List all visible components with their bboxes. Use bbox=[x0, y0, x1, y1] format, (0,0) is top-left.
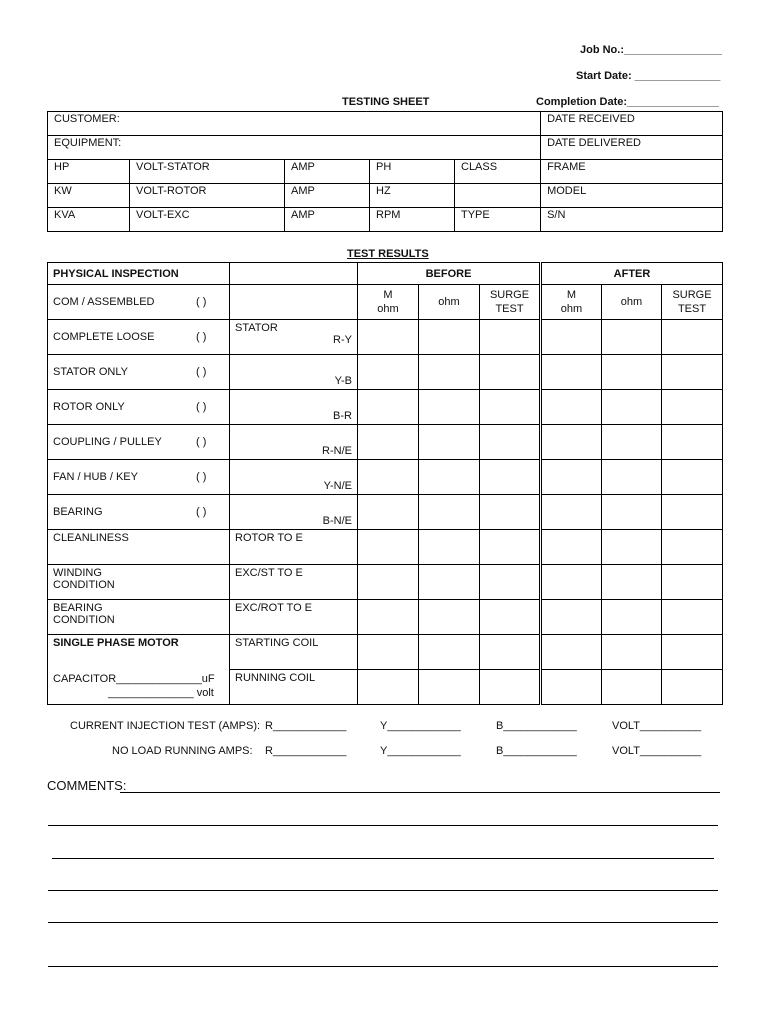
info-cell[interactable]: VOLT-ROTOR bbox=[130, 184, 285, 208]
comments-line[interactable] bbox=[120, 792, 720, 793]
value-cell[interactable] bbox=[358, 670, 419, 705]
current-injection-y-field[interactable]: Y____________ bbox=[380, 720, 461, 732]
value-cell[interactable] bbox=[480, 425, 541, 460]
value-cell[interactable] bbox=[541, 635, 602, 670]
phase-label: Y-N/E bbox=[323, 480, 352, 492]
comments-label: COMMENTS: bbox=[47, 778, 127, 793]
value-cell[interactable] bbox=[541, 425, 602, 460]
value-cell[interactable] bbox=[662, 635, 723, 670]
value-cell[interactable] bbox=[602, 635, 662, 670]
stator-label: STATOR bbox=[235, 322, 278, 334]
physical-inspection-header: PHYSICAL INSPECTION bbox=[48, 263, 230, 285]
value-cell[interactable] bbox=[419, 495, 480, 530]
value-cell[interactable] bbox=[480, 565, 541, 600]
date-delivered-field[interactable]: DATE DELIVERED bbox=[541, 136, 723, 160]
value-cell[interactable] bbox=[602, 390, 662, 425]
test-label: ROTOR TO E bbox=[230, 530, 358, 565]
current-injection-volt-field[interactable]: VOLT__________ bbox=[612, 720, 702, 732]
info-cell[interactable]: HP bbox=[48, 160, 130, 184]
value-cell[interactable] bbox=[358, 530, 419, 565]
value-cell[interactable] bbox=[662, 425, 723, 460]
after-surge-test-header: SURGE TEST bbox=[662, 285, 723, 320]
comments-line[interactable] bbox=[48, 922, 718, 923]
value-cell[interactable] bbox=[662, 600, 723, 635]
value-cell[interactable] bbox=[602, 600, 662, 635]
before-surge-test-header: SURGE TEST bbox=[480, 285, 541, 320]
value-cell[interactable] bbox=[662, 530, 723, 565]
phase-label: B-N/E bbox=[322, 515, 352, 527]
no-load-b-field[interactable]: B____________ bbox=[496, 745, 577, 757]
value-cell[interactable] bbox=[662, 355, 723, 390]
info-row bbox=[48, 160, 723, 184]
current-injection-b-field[interactable]: B____________ bbox=[496, 720, 577, 732]
equipment-field[interactable]: EQUIPMENT: bbox=[48, 136, 541, 160]
value-cell[interactable] bbox=[419, 530, 480, 565]
value-cell[interactable] bbox=[541, 460, 602, 495]
phase-cell bbox=[230, 355, 358, 390]
page-title: TESTING SHEET bbox=[342, 96, 430, 108]
value-cell[interactable] bbox=[662, 565, 723, 600]
value-cell[interactable] bbox=[419, 320, 480, 355]
value-cell[interactable] bbox=[602, 670, 662, 705]
info-cell[interactable]: RPM bbox=[370, 208, 455, 232]
info-cell[interactable]: PH bbox=[370, 160, 455, 184]
date-received-field[interactable]: DATE RECEIVED bbox=[541, 112, 723, 136]
comments-line[interactable] bbox=[52, 858, 714, 859]
inspection-label: COM / ASSEMBLED bbox=[53, 296, 155, 308]
phase-label: R-Y bbox=[333, 334, 352, 346]
info-cell[interactable]: AMP bbox=[285, 160, 370, 184]
value-cell[interactable] bbox=[602, 495, 662, 530]
value-cell[interactable] bbox=[602, 320, 662, 355]
inspection-item[interactable]: BEARING CONDITION bbox=[48, 600, 230, 635]
value-cell[interactable] bbox=[662, 390, 723, 425]
customer-field[interactable]: CUSTOMER: bbox=[48, 112, 541, 136]
value-cell[interactable] bbox=[358, 495, 419, 530]
value-cell[interactable] bbox=[358, 460, 419, 495]
info-cell[interactable]: VOLT-EXC bbox=[130, 208, 285, 232]
info-cell[interactable]: AMP bbox=[285, 208, 370, 232]
start-date-field[interactable]: Start Date: ______________ bbox=[576, 70, 721, 82]
check-parentheses[interactable]: ( ) bbox=[196, 401, 207, 413]
info-cell[interactable]: KW bbox=[48, 184, 130, 208]
check-parentheses[interactable]: ( ) bbox=[196, 366, 207, 378]
capacitor-field[interactable]: CAPACITOR______________uF ______________ volt bbox=[48, 670, 230, 705]
value-cell[interactable] bbox=[358, 425, 419, 460]
value-cell[interactable] bbox=[419, 460, 480, 495]
inspection-item[interactable]: BEARING ( ) bbox=[48, 495, 230, 530]
info-row bbox=[48, 184, 723, 208]
test-label: EXC/ST TO E bbox=[230, 565, 358, 600]
value-cell[interactable] bbox=[358, 320, 419, 355]
info-cell[interactable] bbox=[455, 184, 541, 208]
comments-line[interactable] bbox=[48, 890, 718, 891]
value-cell[interactable] bbox=[480, 670, 541, 705]
value-cell[interactable] bbox=[419, 565, 480, 600]
value-cell[interactable] bbox=[358, 355, 419, 390]
value-cell[interactable] bbox=[419, 390, 480, 425]
info-cell[interactable]: HZ bbox=[370, 184, 455, 208]
no-load-volt-field[interactable]: VOLT__________ bbox=[612, 745, 702, 757]
value-cell[interactable] bbox=[480, 600, 541, 635]
value-cell[interactable] bbox=[419, 355, 480, 390]
value-cell[interactable] bbox=[541, 355, 602, 390]
value-cell[interactable] bbox=[541, 495, 602, 530]
phase-cell bbox=[230, 320, 358, 355]
info-cell[interactable]: FRAME bbox=[541, 160, 723, 184]
value-cell[interactable] bbox=[419, 600, 480, 635]
value-cell[interactable] bbox=[358, 635, 419, 670]
no-load-r-field[interactable]: R____________ bbox=[265, 745, 347, 757]
phase-cell bbox=[230, 495, 358, 530]
value-cell[interactable] bbox=[662, 320, 723, 355]
info-cell[interactable]: KVA bbox=[48, 208, 130, 232]
value-cell[interactable] bbox=[419, 425, 480, 460]
info-cell[interactable]: TYPE bbox=[455, 208, 541, 232]
check-parentheses[interactable]: ( ) bbox=[196, 296, 207, 308]
value-cell[interactable] bbox=[480, 635, 541, 670]
value-cell[interactable] bbox=[419, 635, 480, 670]
value-cell[interactable] bbox=[662, 670, 723, 705]
phase-label: B-R bbox=[333, 410, 352, 422]
value-cell[interactable] bbox=[480, 320, 541, 355]
no-load-label: NO LOAD RUNNING AMPS: bbox=[112, 745, 253, 757]
after-m-ohm-header: M ohm bbox=[541, 285, 602, 320]
value-cell[interactable] bbox=[358, 390, 419, 425]
info-row bbox=[48, 208, 723, 232]
value-cell[interactable] bbox=[541, 320, 602, 355]
phase-cell bbox=[230, 285, 358, 320]
inspection-item[interactable]: FAN / HUB / KEY ( ) bbox=[48, 460, 230, 495]
blank-header bbox=[230, 263, 358, 285]
check-parentheses[interactable]: ( ) bbox=[196, 331, 207, 343]
value-cell[interactable] bbox=[358, 565, 419, 600]
value-cell[interactable] bbox=[602, 565, 662, 600]
phase-cell bbox=[230, 460, 358, 495]
value-cell[interactable] bbox=[662, 495, 723, 530]
current-injection-r-field[interactable]: R____________ bbox=[265, 720, 347, 732]
phase-label: R-N/E bbox=[322, 445, 352, 457]
check-parentheses[interactable]: ( ) bbox=[196, 471, 207, 483]
phase-cell bbox=[230, 390, 358, 425]
value-cell[interactable] bbox=[602, 530, 662, 565]
test-results-table bbox=[47, 262, 723, 705]
value-cell[interactable] bbox=[602, 355, 662, 390]
before-m-ohm-header: M ohm bbox=[358, 285, 419, 320]
value-cell[interactable] bbox=[541, 565, 602, 600]
comments-line[interactable] bbox=[48, 825, 718, 826]
value-cell[interactable] bbox=[480, 355, 541, 390]
phase-label: Y-B bbox=[334, 375, 352, 387]
value-cell[interactable] bbox=[602, 425, 662, 460]
single-phase-motor-label: SINGLE PHASE MOTOR bbox=[48, 635, 230, 670]
equipment-info-table bbox=[47, 111, 723, 232]
value-cell[interactable] bbox=[541, 390, 602, 425]
value-cell[interactable] bbox=[480, 390, 541, 425]
value-cell[interactable] bbox=[541, 670, 602, 705]
info-cell[interactable]: CLASS bbox=[455, 160, 541, 184]
value-cell[interactable] bbox=[541, 530, 602, 565]
phase-cell bbox=[230, 425, 358, 460]
after-ohm-header: ohm bbox=[602, 285, 662, 320]
test-label: STARTING COIL bbox=[230, 635, 358, 670]
inspection-item[interactable]: COMPLETE LOOSE ( ) bbox=[48, 320, 230, 355]
before-header: BEFORE bbox=[358, 263, 541, 285]
inspection-item[interactable]: COUPLING / PULLEY ( ) bbox=[48, 425, 230, 460]
value-cell[interactable] bbox=[662, 460, 723, 495]
test-results-title: TEST RESULTS bbox=[347, 248, 429, 260]
value-cell[interactable] bbox=[358, 600, 419, 635]
test-label: RUNNING COIL bbox=[230, 670, 358, 705]
info-cell[interactable]: VOLT-STATOR bbox=[130, 160, 285, 184]
value-cell[interactable] bbox=[480, 460, 541, 495]
completion-date-field[interactable]: Completion Date:_______________ bbox=[536, 96, 719, 108]
check-parentheses[interactable]: ( ) bbox=[196, 506, 207, 518]
inspection-item[interactable]: WINDING CONDITION bbox=[48, 565, 230, 600]
check-parentheses[interactable]: ( ) bbox=[196, 436, 207, 448]
before-ohm-header: ohm bbox=[419, 285, 480, 320]
after-header: AFTER bbox=[541, 263, 723, 285]
current-injection-label: CURRENT INJECTION TEST (AMPS): bbox=[70, 720, 261, 732]
test-label: EXC/ROT TO E bbox=[230, 600, 358, 635]
inspection-item[interactable]: CLEANLINESS bbox=[48, 530, 230, 565]
job-number-field[interactable]: Job No.:________________ bbox=[580, 44, 722, 56]
value-cell[interactable] bbox=[541, 600, 602, 635]
info-cell[interactable]: MODEL bbox=[541, 184, 723, 208]
inspection-item[interactable]: ROTOR ONLY ( ) bbox=[48, 390, 230, 425]
inspection-item[interactable] bbox=[48, 285, 230, 320]
value-cell[interactable] bbox=[602, 460, 662, 495]
value-cell[interactable] bbox=[480, 530, 541, 565]
no-load-y-field[interactable]: Y____________ bbox=[380, 745, 461, 757]
value-cell[interactable] bbox=[419, 670, 480, 705]
info-cell[interactable]: AMP bbox=[285, 184, 370, 208]
info-cell[interactable]: S/N bbox=[541, 208, 723, 232]
comments-line[interactable] bbox=[48, 966, 718, 967]
value-cell[interactable] bbox=[480, 495, 541, 530]
inspection-item[interactable]: STATOR ONLY ( ) bbox=[48, 355, 230, 390]
